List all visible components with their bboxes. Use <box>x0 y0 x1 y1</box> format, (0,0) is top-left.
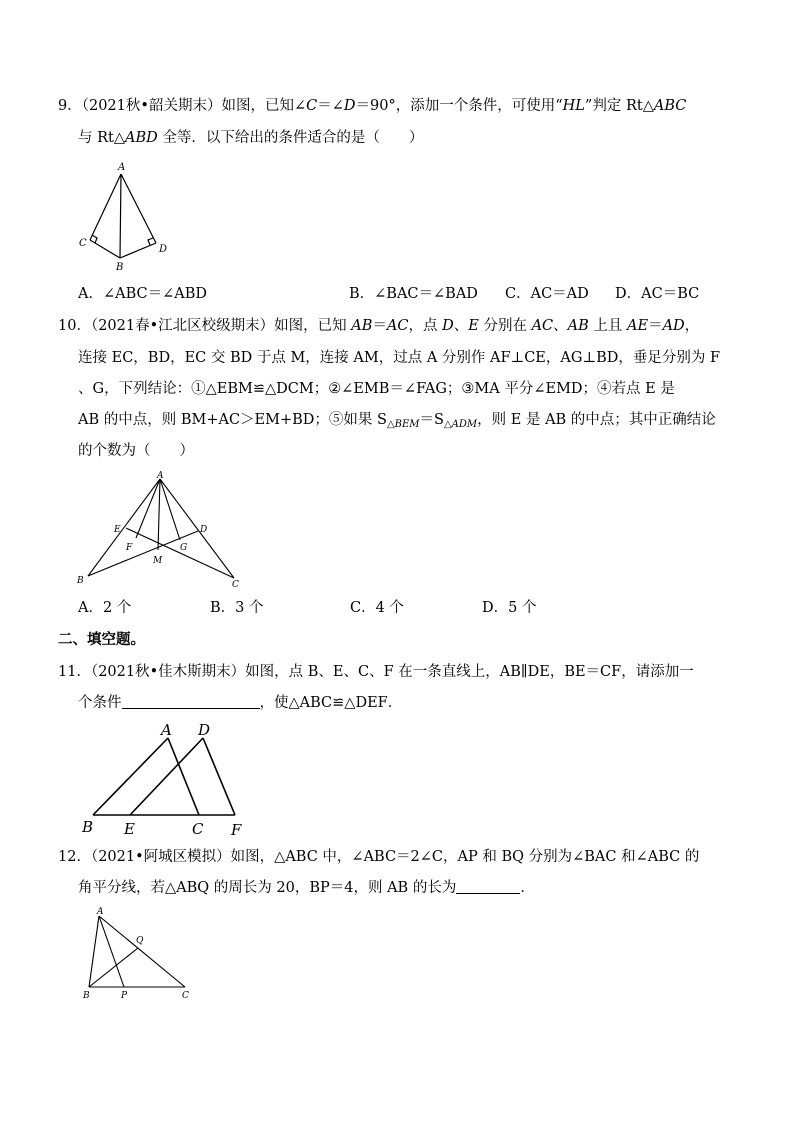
q10-label-a: A <box>157 471 164 481</box>
q11-label-c: C <box>192 820 204 838</box>
q10-number: 10． <box>58 318 91 334</box>
q10-option-b[interactable]: B．3 个 <box>210 600 264 616</box>
q9-var: ABC <box>653 98 687 114</box>
q10-edge-ac <box>160 479 234 578</box>
q12-text: 角平分线，若△ABQ 的周长为 20，BP＝4，则 AB 的长为 <box>78 880 457 896</box>
q11-number: 11． <box>58 664 91 680</box>
q10-text: 、 <box>553 318 568 334</box>
q10-edge-af <box>136 479 160 538</box>
q10-edge-ag <box>160 479 180 540</box>
q10-subscript: △ADM <box>443 419 478 430</box>
q10-text: ， <box>684 318 700 334</box>
q12-label-c: C <box>182 991 189 1001</box>
q9-line-2 <box>78 128 423 148</box>
q11-label-a: A <box>161 721 172 739</box>
q10-text: 上且 <box>588 318 627 334</box>
q12-line-1 <box>58 847 699 867</box>
q11-label-f: F <box>231 821 242 839</box>
q10-var: AB <box>351 318 373 334</box>
q10-line-3: 、G，下列结论：①△EBM≌△DCM；②∠EMB＝∠FAG；③MA 平分∠EMD；④若点 E 是 <box>78 381 675 397</box>
q11-text: 个条件 <box>78 695 122 711</box>
q10-text: ，则 E 是 AB 的中点；其中正确结论 <box>477 412 716 428</box>
q12-text: 如图，△ABC 中，∠ABC＝2∠C，AP 和 BQ 分别为∠BAC 和∠ABC 的 <box>230 849 700 865</box>
q10-line-5: 的个数为（ ） <box>78 443 194 459</box>
q11-answer-blank[interactable] <box>122 694 260 709</box>
q9-option-d[interactable]: D．AC＝BC <box>615 286 700 302</box>
q11-line-1 <box>58 662 694 682</box>
q9-edge-ac <box>90 174 121 240</box>
q10-option-d[interactable]: D．5 个 <box>482 600 537 616</box>
q11-line-2 <box>78 693 402 713</box>
q12-label-a: A <box>97 907 104 917</box>
q9-var: D <box>343 98 356 114</box>
q10-var: AE <box>627 318 649 334</box>
q11-figure <box>80 720 250 840</box>
q10-line-4 <box>78 410 716 435</box>
q10-label-f: F <box>126 543 133 553</box>
q10-text: 分别在 <box>478 318 532 334</box>
q9-text: ”判定 Rt△ <box>584 98 654 114</box>
q9-number: 9． <box>58 98 82 114</box>
q12-label-b: B <box>83 991 90 1001</box>
q10-subscript: △BEM <box>386 419 420 430</box>
q12-figure <box>80 903 200 1003</box>
q10-text: ＝ <box>648 318 663 334</box>
q9-text: ＝∠ <box>317 98 344 114</box>
q10-option-a[interactable]: A．2 个 <box>78 600 132 616</box>
q9-text: ＝90°，添加一个条件，可使用“ <box>355 98 563 114</box>
q11-label-d: D <box>198 721 211 739</box>
q9-label-c: C <box>79 238 87 249</box>
q10-var: AB <box>567 318 589 334</box>
q10-var: E <box>468 318 479 334</box>
q12-text: ． <box>520 880 535 896</box>
q9-var: HL <box>562 98 585 114</box>
q9-label-a: A <box>118 162 126 173</box>
q10-edge-ec <box>126 528 234 578</box>
q10-var: AC <box>531 318 554 334</box>
q12-answer-blank[interactable] <box>456 879 520 894</box>
q9-var: ABD <box>125 130 158 146</box>
q9-option-b[interactable]: B．∠BAC＝∠BAD <box>349 286 478 302</box>
q9-edge-ad <box>121 174 156 243</box>
q10-label-b: B <box>77 576 84 586</box>
q12-number: 12． <box>58 849 91 865</box>
q9-figure <box>78 158 168 278</box>
q11-label-e: E <box>124 820 135 838</box>
q9-text: 全等．以下给出的条件适合的是（ ） <box>157 130 424 146</box>
q11-edge-ab <box>93 738 168 815</box>
q10-text: ，点 <box>408 318 443 334</box>
q11-edge-df <box>203 738 235 815</box>
q9-option-c[interactable]: C．AC＝AD <box>505 286 589 302</box>
q10-text: AB 的中点，则 BM+AC＞EM+BD；⑤如果 S <box>78 412 387 428</box>
q10-label-g: G <box>180 543 188 553</box>
q10-text: ＝ <box>372 318 387 334</box>
q10-label-c: C <box>232 580 239 590</box>
q10-figure <box>74 470 246 590</box>
q9-edge-db <box>120 243 156 258</box>
q10-line-1 <box>58 316 699 336</box>
q12-source: （2021•阿城区模拟） <box>90 849 231 865</box>
q10-text: ＝S <box>419 412 444 428</box>
q10-var: D <box>442 318 454 334</box>
q9-label-d: D <box>159 244 168 255</box>
q10-edge-am <box>158 479 160 550</box>
q12-bisector-bq <box>89 948 138 987</box>
q10-var: AC <box>386 318 409 334</box>
q10-text: 、 <box>453 318 469 334</box>
q9-text: 与 Rt△ <box>78 130 126 146</box>
q11-source: （2021秋•佳木斯期末） <box>90 664 246 680</box>
q10-line-2: 连接 EC，BD，EC 交 BD 于点 M，连接 AM，过点 A 分别作 AF⊥CE，AG⊥BD，垂足分别为 F <box>78 350 721 366</box>
q11-edge-de <box>130 738 203 815</box>
q10-label-m: M <box>153 556 163 566</box>
q9-source: （2021秋•韶关期末） <box>81 98 222 114</box>
q11-edge-ac <box>168 738 199 815</box>
q9-edge-ab <box>120 174 121 258</box>
q10-label-e: E <box>114 525 121 535</box>
q12-label-p: P <box>121 991 128 1001</box>
q9-text: 如图，已知∠ <box>221 98 307 114</box>
q10-text: 如图，已知 <box>274 318 352 334</box>
q12-line-2 <box>78 878 535 898</box>
q12-label-q: Q <box>136 936 144 946</box>
q9-var: C <box>306 98 318 114</box>
q10-label-d: D <box>200 525 208 535</box>
q9-option-a[interactable]: A．∠ABC＝∠ABD <box>78 286 208 302</box>
q9-label-b: B <box>116 262 124 273</box>
q11-label-b: B <box>82 818 94 836</box>
q9-line-1 <box>58 96 686 116</box>
q10-source: （2021春•江北区校级期末） <box>90 318 275 334</box>
q11-text: ，使△ABC≌△DEF． <box>259 695 403 711</box>
q10-var: AD <box>662 318 685 334</box>
q10-option-c[interactable]: C．4 个 <box>350 600 404 616</box>
section-2-heading: 二、填空题。 <box>58 631 145 648</box>
q11-text: 如图，点 B、E、C、F 在一条直线上，AB∥DE，BE＝CF，请添加一 <box>245 664 694 680</box>
q12-edge-ab <box>89 916 99 987</box>
